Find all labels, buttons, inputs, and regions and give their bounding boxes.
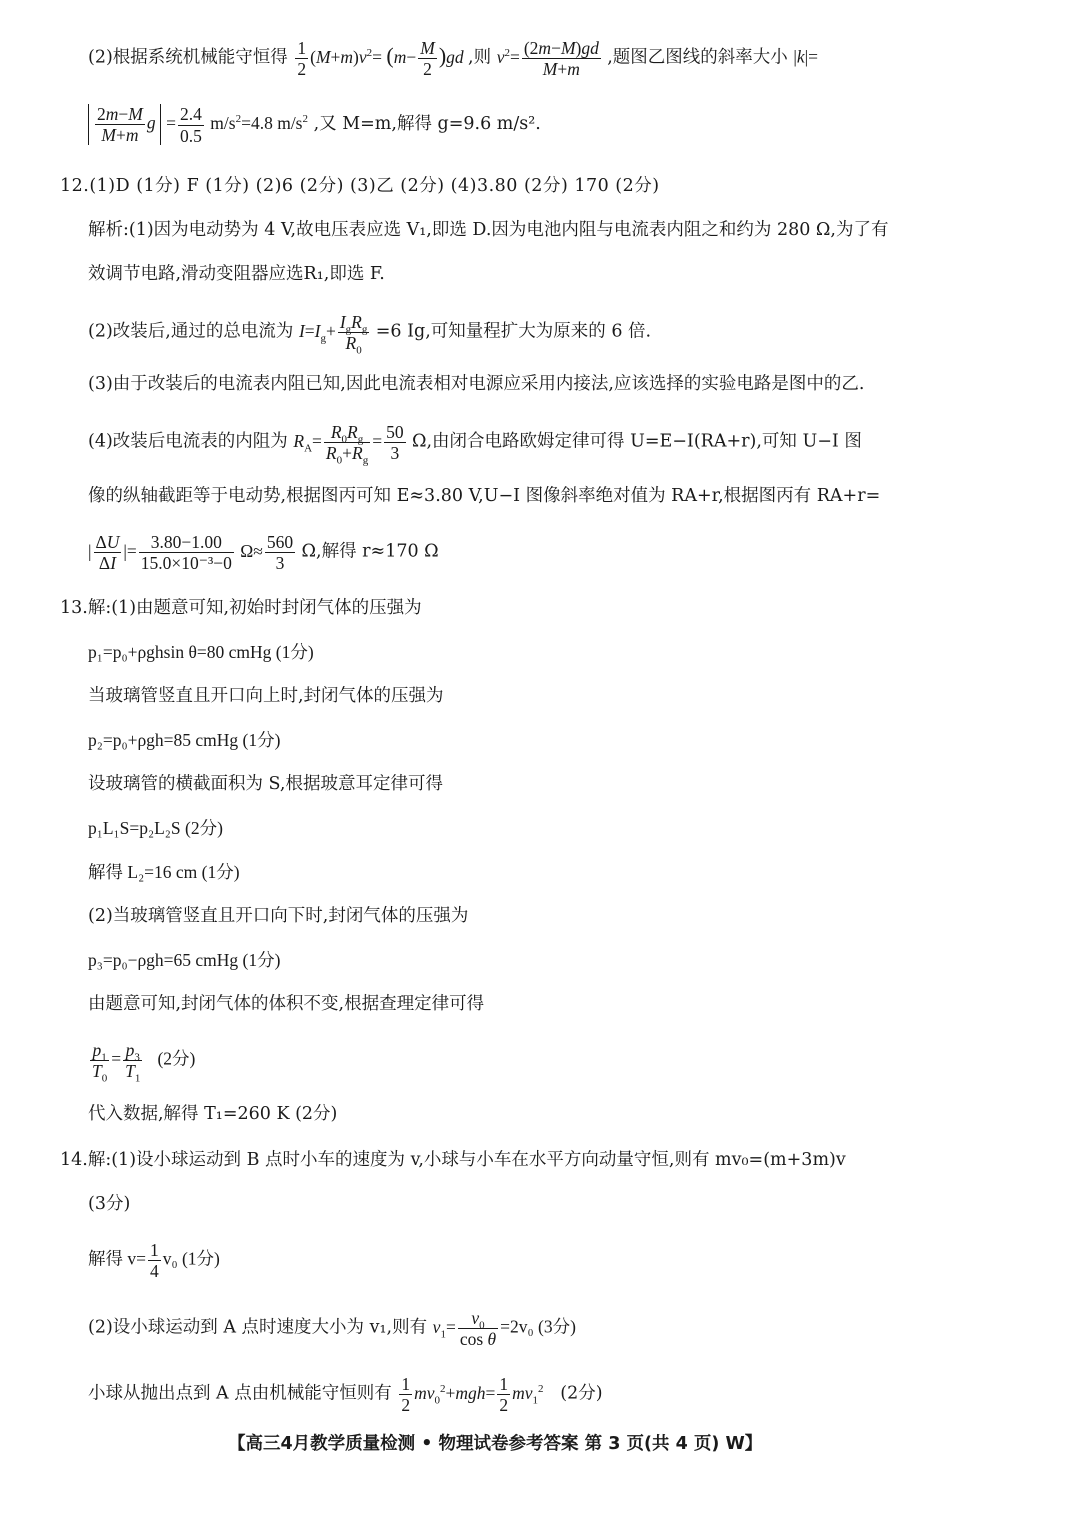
- slope-numerator: 3.80−1.00: [139, 532, 234, 553]
- q13-line-11: $\frac{p_1}{T_0}$ = $\frac{p_3}{T_1}$ (2分): [92, 1040, 196, 1085]
- q12-analysis-1b: 效调节电路,滑动变阻器应选R₁,即选 F.: [88, 264, 385, 284]
- total-current-formula: $I=I_g+$ $\frac{I_gR_g}{R_0}$: [298, 312, 368, 357]
- q13-line-10: 由题意可知,封闭气体的体积不变,根据查理定律可得: [88, 994, 485, 1014]
- q11-part2-line1: [88, 38, 818, 79]
- ra-formula: $R_A=$ $\frac{R_0R_g}{R_0+R_g}$ = $\frac{50}{3}$: [293, 422, 404, 467]
- q14-line-1: 14.解:(1)设小球运动到 B 点时小车的速度为 v,小球与小车在水平方向动量守恒,则有 mv₀=(m+3m)v: [60, 1150, 846, 1170]
- q14-line-3: 解得 v= $\frac{1}{4}$ v₀ (1分): [88, 1240, 220, 1282]
- q14-line-5-score: (2分): [560, 1383, 603, 1404]
- q12-analysis-4c: [88, 532, 439, 573]
- slope-value: = $\frac{2.4}{0.5}$ $m/s^2=4.8$ $m/s^2$: [166, 104, 308, 146]
- q14-line-4: [88, 1308, 576, 1349]
- q14-line-5: [88, 1374, 603, 1415]
- slope-abs-k: |k|=: [793, 46, 819, 67]
- q12-analysis-2-post: =6 Ig,可知量程扩大为原来的 6 倍.: [375, 321, 652, 342]
- v1-formula: $v_1=$ $\frac{v_0}{\text{cos θ}}$: [432, 1308, 497, 1350]
- q12-analysis-2-pre: (2)改装后,通过的总电流为: [88, 321, 294, 342]
- page-footer: 【高三4月教学质量检测 • 物理试卷参考答案 第 3 页(共 4 页) W】: [228, 1434, 763, 1454]
- q13-line-6: p₁L₁S=p₂L₂S (2分): [88, 818, 223, 838]
- q13-line-2: p₁=p₀+ρghsin θ=80 cmHg (1分): [88, 642, 314, 662]
- q12-analysis-4: [88, 422, 862, 467]
- q13-line-4: p₂=p₀+ρgh=85 cmHg (1分): [88, 730, 281, 750]
- energy-conservation-formula: $\frac{1}{2}$ $mv_0^2+mgh=$ $\frac{1}{2}$ $mv_1^2$: [401, 1374, 544, 1416]
- q13-line-1: 13.解:(1)由题意可知,初始时封闭气体的压强为: [60, 598, 422, 618]
- q12-analysis-2: [88, 312, 652, 357]
- q13-charles-score: (2分): [157, 1048, 196, 1069]
- q12-analysis-4-pre: (4)改装后电流表的内阻为: [88, 431, 288, 452]
- q14-line-3-post: v₀ (1分): [162, 1248, 220, 1269]
- v2-expression: $v^2=$ $\frac{(2m-M)gd}{M+m}$: [496, 38, 599, 80]
- q11-slope-text: ,题图乙图线的斜率大小: [607, 47, 788, 68]
- q14-line-3-pre: 解得 v=: [88, 1248, 146, 1269]
- q14-line-2: (3分): [88, 1194, 131, 1214]
- q12-analysis-1a: 解析:(1)因为电动势为 4 V,故电压表应选 V₁,即选 D.因为电池内阻与电流表内阻之和约为 280 Ω,为了有: [88, 220, 889, 240]
- q12-analysis-4-post: Ω,由闭合电路欧姆定律可得 U=E−I(RA+r),可知 U−I 图: [411, 431, 862, 452]
- q13-line-9: p₃=p₀−ρgh=65 cmHg (1分): [88, 950, 281, 970]
- q14-line-4-post: =2v₀ (3分): [500, 1316, 576, 1337]
- q12-analysis-4c-tail: Ω,解得 r≈170 Ω: [301, 541, 439, 562]
- slope-denominator: 15.0×10⁻³−0: [140, 553, 232, 574]
- slope-ratio: | $\frac{\Delta U}{\Delta I}$ |= $\frac{3.80-1.00}{\text{15.0×10⁻³−0}}$ Ω≈ $\frac{560}{3}$: [88, 532, 294, 574]
- q11-intro-text: (2)根据系统机械能守恒得: [88, 47, 288, 68]
- q13-line-12: 代入数据,解得 T₁=260 K (2分): [88, 1104, 338, 1124]
- q13-line-3: 当玻璃管竖直且开口向上时,封闭气体的压强为: [88, 686, 444, 706]
- slope-abs-expression: $\frac{2m-M}{M+m}$ g: [88, 104, 161, 145]
- q11-result-text: ,又 M=m,解得 g=9.6 m/s².: [313, 114, 541, 135]
- q12-analysis-4b: 像的纵轴截距等于电动势,根据图丙可知 E≈3.80 V,U−I 图像斜率绝对值为 RA+r,根据图丙有 RA+r=: [88, 486, 881, 506]
- q14-line-4-pre: (2)设小球运动到 A 点时速度大小为 v₁,则有: [88, 1317, 428, 1338]
- q11-then-text: ,则: [468, 47, 492, 68]
- q13-line-7: 解得 L₂=16 cm (1分): [88, 862, 240, 882]
- q11-part2-line2: [88, 104, 541, 146]
- q14-line-5-pre: 小球从抛出点到 A 点由机械能守恒则有: [88, 1383, 392, 1404]
- q12-analysis-3: (3)由于改装后的电流表内阻已知,因此电流表相对电源应采用内接法,应该选择的实验电路是图中的乙.: [88, 374, 865, 394]
- energy-equation: $\frac{1}{2}$ $(M+m)v^2= (m-$ $\frac{M}{2}$ )gd: [297, 38, 464, 80]
- q13-line-8: (2)当玻璃管竖直且开口向下时,封闭气体的压强为: [88, 906, 469, 926]
- q13-line-5: 设玻璃管的横截面积为 S,根据玻意耳定律可得: [88, 774, 443, 794]
- q12-answer-line: 12.(1)D (1分) F (1分) (2)6 (2分) (3)乙 (2分) (4)3.80 (2分) 170 (2分): [60, 176, 660, 196]
